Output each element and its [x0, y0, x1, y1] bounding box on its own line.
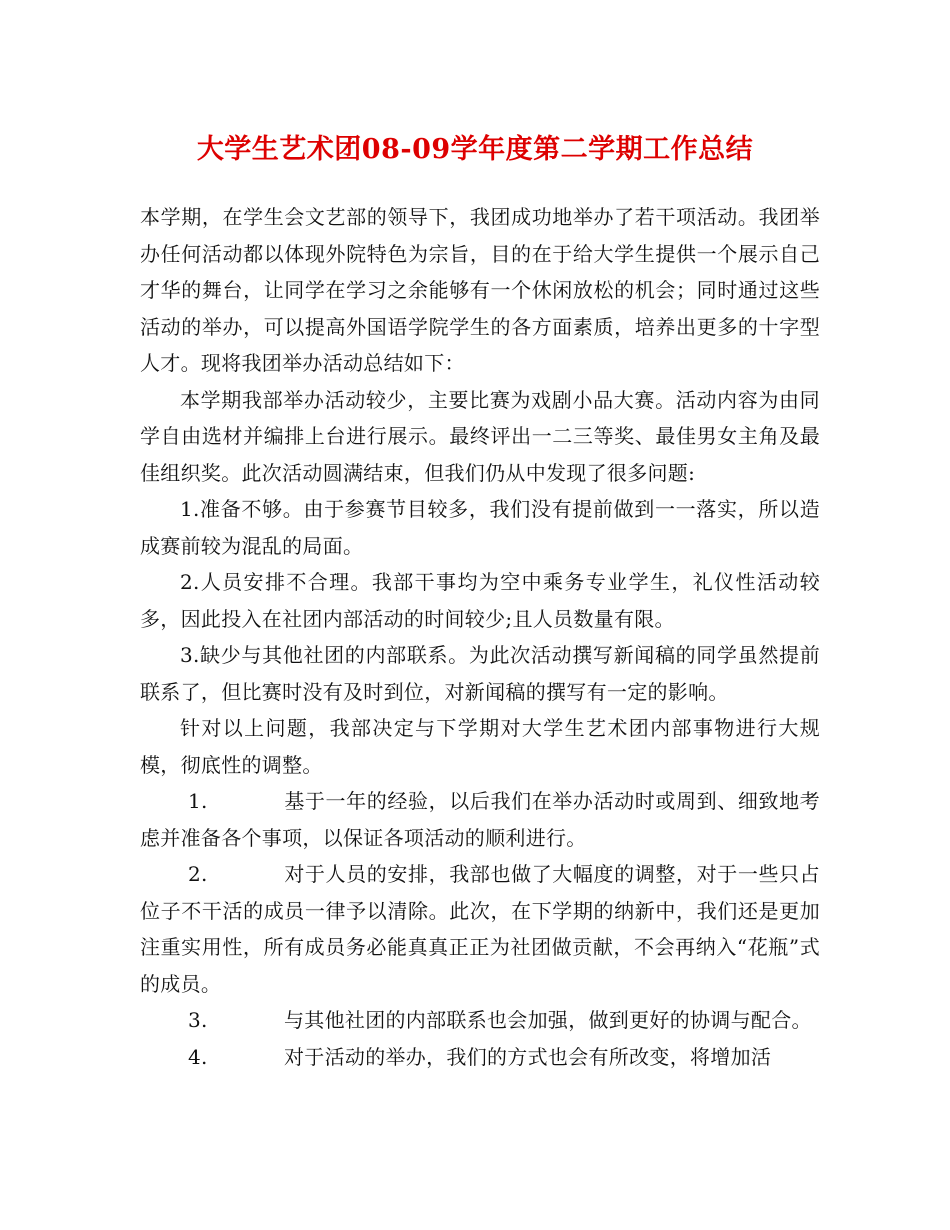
plan-item	[140, 1002, 820, 1039]
plan-number: 2.	[188, 862, 208, 886]
plan-number: 4.	[188, 1044, 208, 1069]
plan-item	[140, 783, 820, 856]
problem-item-1: 1.准备不够。由于参赛节目较多，我们没有提前做到一一落实，所以造成赛前较为混乱的局面。	[140, 497, 820, 558]
problem-item-2: 2.人员安排不合理。我部干事均为空中乘务专业学生，礼仪性活动较多，因此投入在社团内部活动的时间较少;且人员数量有限。	[140, 570, 820, 631]
problem-item-3: 3.缺少与其他社团的内部联系。为此次活动撰写新闻稿的同学虽然提前联系了，但比赛时没有及时到位，对新闻稿的撰写有一定的影响。	[140, 643, 820, 704]
plan-number: 1.	[188, 789, 208, 813]
adjustment-paragraph: 针对以上问题，我部决定与下学期对大学生艺术团内部事物进行大规模，彻底性的调整。	[140, 716, 820, 777]
document-body	[140, 199, 820, 1075]
document-title: 大学生艺术团08-09学年度第二学期工作总结	[196, 134, 754, 165]
activity-summary-paragraph: 本学期我部举办活动较少，主要比赛为戏剧小品大赛。活动内容为由同学自由选材并编排上台进行展示。最终评出一二三等奖、最佳男女主角及最佳组织奖。此次活动圆满结束，但我们仍从中发现了很多问题:	[140, 387, 820, 485]
plan-text: 对于人员的安排，我部也做了大幅度的调整，对于一些只占位子不干活的成员一律予以清除。此次，在下学期的纳新中，我们还是更加注重实用性，所有成员务必能真真正正为社团做贡献，不会再纳入“花瓶”式的成员。	[140, 862, 820, 996]
plan-text: 与其他社团的内部联系也会加强，做到更好的协调与配合。	[284, 1008, 812, 1032]
plan-item	[140, 856, 820, 1002]
plan-item	[140, 1039, 820, 1076]
plan-number: 3.	[188, 1008, 208, 1032]
intro-paragraph: 本学期，在学生会文艺部的领导下，我团成功地举办了若干项活动。我团举办任何活动都以体现外院特色为宗旨，目的在于给大学生提供一个展示自己才华的舞台，让同学在学习之余能够有一个休闲放松的机会；同时通过这些活动的举办，可以提高外国语学院学生的各方面素质，培养出更多的十字型人才。现将我团举办活动总结如下：	[140, 205, 820, 375]
plan-text: 基于一年的经验，以后我们在举办活动时或周到、细致地考虑并准备各个事项，以保证各项活动的顺利进行。	[140, 789, 820, 850]
plan-text: 对于活动的举办，我们的方式也会有所改变，将增加活	[284, 1044, 772, 1069]
